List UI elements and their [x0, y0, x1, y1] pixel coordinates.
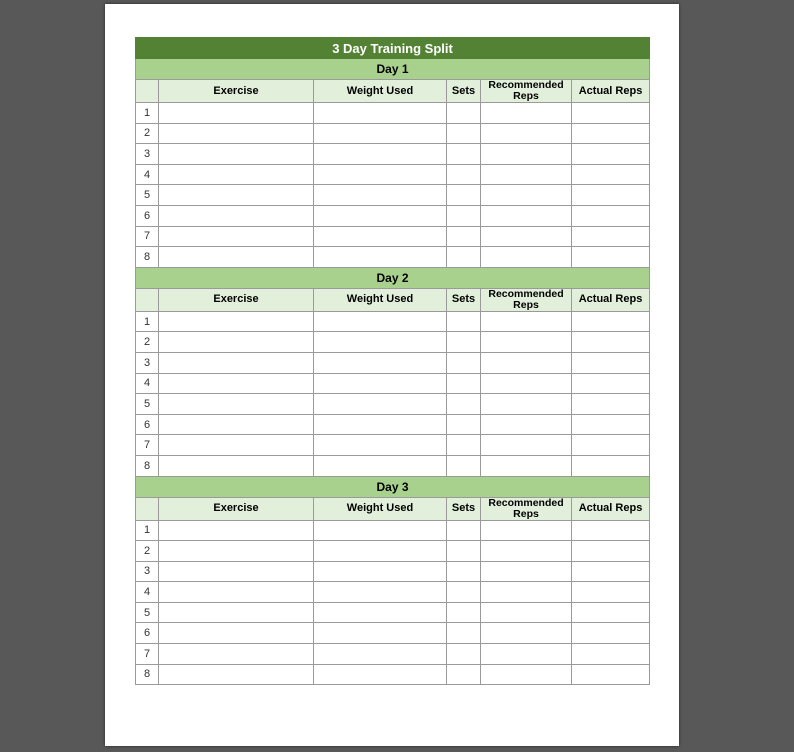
sets-cell[interactable] — [447, 520, 481, 541]
weight-used-cell[interactable] — [314, 185, 447, 206]
actual-reps-cell[interactable] — [572, 435, 650, 456]
table-row — [136, 185, 650, 206]
day-label: Day 2 — [136, 267, 650, 288]
sets-cell[interactable] — [447, 414, 481, 435]
exercise-cell[interactable] — [159, 164, 314, 185]
recommended-reps-cell[interactable] — [481, 644, 572, 665]
actual-reps-cell[interactable] — [572, 414, 650, 435]
recommended-reps-cell[interactable] — [481, 541, 572, 562]
table-row — [136, 247, 650, 268]
exercise-cell[interactable] — [159, 373, 314, 394]
day-header-row — [136, 476, 650, 497]
row-number: 8 — [136, 664, 159, 685]
exercise-cell[interactable] — [159, 144, 314, 165]
exercise-header: Exercise — [159, 288, 314, 311]
day-label: Day 1 — [136, 59, 650, 80]
row-number-header — [136, 80, 159, 103]
weight-used-cell[interactable] — [314, 226, 447, 247]
recommended-reps-cell[interactable] — [481, 332, 572, 353]
table-row — [136, 561, 650, 582]
row-number: 7 — [136, 644, 159, 665]
actual-reps-cell[interactable] — [572, 455, 650, 476]
weight-used-cell[interactable] — [314, 664, 447, 685]
actual-reps-cell[interactable] — [572, 205, 650, 226]
row-number: 5 — [136, 185, 159, 206]
sets-cell[interactable] — [447, 582, 481, 603]
sets-cell[interactable] — [447, 226, 481, 247]
exercise-cell[interactable] — [159, 623, 314, 644]
exercise-cell[interactable] — [159, 520, 314, 541]
day-header-row — [136, 267, 650, 288]
exercise-cell[interactable] — [159, 205, 314, 226]
recommended-reps-cell[interactable] — [481, 103, 572, 124]
table-row — [136, 435, 650, 456]
table-row — [136, 455, 650, 476]
row-number: 3 — [136, 144, 159, 165]
actual-reps-cell[interactable] — [572, 226, 650, 247]
actual-reps-cell[interactable] — [572, 394, 650, 415]
row-number: 3 — [136, 352, 159, 373]
table-row — [136, 373, 650, 394]
recommended-reps-cell[interactable] — [481, 664, 572, 685]
actual-reps-cell[interactable] — [572, 582, 650, 603]
sets-cell[interactable] — [447, 602, 481, 623]
recommended-reps-cell[interactable] — [481, 226, 572, 247]
exercise-cell[interactable] — [159, 561, 314, 582]
sets-header: Sets — [447, 497, 481, 520]
actual-reps-header: Actual Reps — [572, 497, 650, 520]
weight-used-cell[interactable] — [314, 123, 447, 144]
weight-used-header: Weight Used — [314, 497, 447, 520]
exercise-cell[interactable] — [159, 226, 314, 247]
recommended-reps-header — [481, 288, 572, 311]
sets-cell[interactable] — [447, 561, 481, 582]
row-number: 1 — [136, 103, 159, 124]
exercise-cell[interactable] — [159, 123, 314, 144]
row-number: 5 — [136, 394, 159, 415]
row-number: 7 — [136, 226, 159, 247]
actual-reps-cell[interactable] — [572, 332, 650, 353]
weight-used-cell[interactable] — [314, 103, 447, 124]
row-number: 5 — [136, 602, 159, 623]
sets-cell[interactable] — [447, 373, 481, 394]
sets-cell[interactable] — [447, 103, 481, 124]
sets-cell[interactable] — [447, 205, 481, 226]
table-row — [136, 414, 650, 435]
table-row — [136, 226, 650, 247]
exercise-cell[interactable] — [159, 664, 314, 685]
table-row — [136, 394, 650, 415]
row-number: 2 — [136, 332, 159, 353]
actual-reps-cell[interactable] — [572, 247, 650, 268]
exercise-cell[interactable] — [159, 414, 314, 435]
exercise-cell[interactable] — [159, 103, 314, 124]
actual-reps-cell[interactable] — [572, 520, 650, 541]
exercise-header: Exercise — [159, 497, 314, 520]
weight-used-cell[interactable] — [314, 373, 447, 394]
weight-used-cell[interactable] — [314, 602, 447, 623]
weight-used-cell[interactable] — [314, 520, 447, 541]
actual-reps-cell[interactable] — [572, 144, 650, 165]
title-row — [136, 38, 650, 59]
row-number: 1 — [136, 520, 159, 541]
weight-used-cell[interactable] — [314, 352, 447, 373]
actual-reps-cell[interactable] — [572, 352, 650, 373]
table-row — [136, 144, 650, 165]
sets-cell[interactable] — [447, 455, 481, 476]
table-row — [136, 644, 650, 665]
recommended-reps-line1: Recommended — [488, 496, 564, 509]
exercise-cell[interactable] — [159, 644, 314, 665]
actual-reps-header: Actual Reps — [572, 80, 650, 103]
sets-cell[interactable] — [447, 332, 481, 353]
row-number: 8 — [136, 455, 159, 476]
table-row — [136, 123, 650, 144]
exercise-cell[interactable] — [159, 602, 314, 623]
table-row — [136, 582, 650, 603]
exercise-cell[interactable] — [159, 394, 314, 415]
sheet-title: 3 Day Training Split — [136, 38, 650, 59]
recommended-reps-cell[interactable] — [481, 352, 572, 373]
column-header-row — [136, 288, 650, 311]
weight-used-cell[interactable] — [314, 311, 447, 332]
actual-reps-cell[interactable] — [572, 623, 650, 644]
sets-header: Sets — [447, 288, 481, 311]
weight-used-cell[interactable] — [314, 541, 447, 562]
row-number: 4 — [136, 582, 159, 603]
weight-used-cell[interactable] — [314, 205, 447, 226]
table-row — [136, 205, 650, 226]
row-number: 8 — [136, 247, 159, 268]
recommended-reps-cell[interactable] — [481, 435, 572, 456]
table-row — [136, 103, 650, 124]
day-label: Day 3 — [136, 476, 650, 497]
recommended-reps-line1: Recommended — [488, 79, 564, 91]
weight-used-cell[interactable] — [314, 394, 447, 415]
recommended-reps-cell[interactable] — [481, 123, 572, 144]
recommended-reps-cell[interactable] — [481, 623, 572, 644]
recommended-reps-cell[interactable] — [481, 164, 572, 185]
weight-used-cell[interactable] — [314, 582, 447, 603]
weight-used-cell[interactable] — [314, 247, 447, 268]
sets-cell[interactable] — [447, 144, 481, 165]
exercise-cell[interactable] — [159, 247, 314, 268]
row-number: 2 — [136, 541, 159, 562]
table-row — [136, 332, 650, 353]
sets-cell[interactable] — [447, 247, 481, 268]
row-number-header — [136, 497, 159, 520]
table-row — [136, 164, 650, 185]
exercise-cell[interactable] — [159, 455, 314, 476]
weight-used-cell[interactable] — [314, 414, 447, 435]
recommended-reps-cell[interactable] — [481, 602, 572, 623]
exercise-cell[interactable] — [159, 332, 314, 353]
recommended-reps-cell[interactable] — [481, 185, 572, 206]
recommended-reps-line2: Reps — [513, 298, 539, 311]
actual-reps-cell[interactable] — [572, 164, 650, 185]
actual-reps-cell[interactable] — [572, 541, 650, 562]
sets-cell[interactable] — [447, 664, 481, 685]
recommended-reps-cell[interactable] — [481, 373, 572, 394]
recommended-reps-cell[interactable] — [481, 520, 572, 541]
sets-cell[interactable] — [447, 541, 481, 562]
recommended-reps-cell[interactable] — [481, 144, 572, 165]
recommended-reps-cell[interactable] — [481, 394, 572, 415]
weight-used-cell[interactable] — [314, 164, 447, 185]
recommended-reps-cell[interactable] — [481, 414, 572, 435]
exercise-header: Exercise — [159, 80, 314, 103]
recommended-reps-line1: Recommended — [488, 287, 564, 300]
recommended-reps-cell[interactable] — [481, 205, 572, 226]
actual-reps-header: Actual Reps — [572, 288, 650, 311]
table-row — [136, 541, 650, 562]
row-number: 1 — [136, 311, 159, 332]
table-row — [136, 352, 650, 373]
sets-cell[interactable] — [447, 394, 481, 415]
actual-reps-cell[interactable] — [572, 185, 650, 206]
actual-reps-cell[interactable] — [572, 311, 650, 332]
actual-reps-cell[interactable] — [572, 123, 650, 144]
recommended-reps-line2: Reps — [513, 507, 539, 520]
weight-used-header: Weight Used — [314, 288, 447, 311]
document-page — [105, 4, 679, 746]
table-row — [136, 664, 650, 685]
sets-cell[interactable] — [447, 164, 481, 185]
training-split-table — [135, 37, 650, 685]
column-header-row — [136, 497, 650, 520]
row-number: 3 — [136, 561, 159, 582]
column-header-row — [136, 80, 650, 103]
recommended-reps-line2: Reps — [513, 90, 539, 102]
recommended-reps-header — [481, 497, 572, 520]
sets-cell[interactable] — [447, 123, 481, 144]
weight-used-cell[interactable] — [314, 144, 447, 165]
actual-reps-cell[interactable] — [572, 561, 650, 582]
recommended-reps-cell[interactable] — [481, 455, 572, 476]
row-number: 7 — [136, 435, 159, 456]
exercise-cell[interactable] — [159, 582, 314, 603]
exercise-cell[interactable] — [159, 435, 314, 456]
row-number: 2 — [136, 123, 159, 144]
weight-used-cell[interactable] — [314, 561, 447, 582]
recommended-reps-cell[interactable] — [481, 582, 572, 603]
row-number: 6 — [136, 205, 159, 226]
row-number-header — [136, 288, 159, 311]
sets-cell[interactable] — [447, 623, 481, 644]
sets-cell[interactable] — [447, 185, 481, 206]
sets-cell[interactable] — [447, 435, 481, 456]
actual-reps-cell[interactable] — [572, 373, 650, 394]
actual-reps-cell[interactable] — [572, 644, 650, 665]
table-row — [136, 520, 650, 541]
weight-used-cell[interactable] — [314, 435, 447, 456]
exercise-cell[interactable] — [159, 541, 314, 562]
weight-used-header: Weight Used — [314, 80, 447, 103]
exercise-cell[interactable] — [159, 185, 314, 206]
row-number: 4 — [136, 164, 159, 185]
sets-header: Sets — [447, 80, 481, 103]
recommended-reps-cell[interactable] — [481, 247, 572, 268]
sets-cell[interactable] — [447, 352, 481, 373]
row-number: 6 — [136, 414, 159, 435]
weight-used-cell[interactable] — [314, 455, 447, 476]
table-row — [136, 602, 650, 623]
recommended-reps-cell[interactable] — [481, 311, 572, 332]
exercise-cell[interactable] — [159, 352, 314, 373]
actual-reps-cell[interactable] — [572, 664, 650, 685]
sets-cell[interactable] — [447, 311, 481, 332]
table-row — [136, 623, 650, 644]
recommended-reps-header — [481, 80, 572, 103]
weight-used-cell[interactable] — [314, 623, 447, 644]
actual-reps-cell[interactable] — [572, 103, 650, 124]
weight-used-cell[interactable] — [314, 644, 447, 665]
row-number: 6 — [136, 623, 159, 644]
actual-reps-cell[interactable] — [572, 602, 650, 623]
sets-cell[interactable] — [447, 644, 481, 665]
weight-used-cell[interactable] — [314, 332, 447, 353]
recommended-reps-cell[interactable] — [481, 561, 572, 582]
exercise-cell[interactable] — [159, 311, 314, 332]
table-row — [136, 311, 650, 332]
day-header-row — [136, 59, 650, 80]
row-number: 4 — [136, 373, 159, 394]
